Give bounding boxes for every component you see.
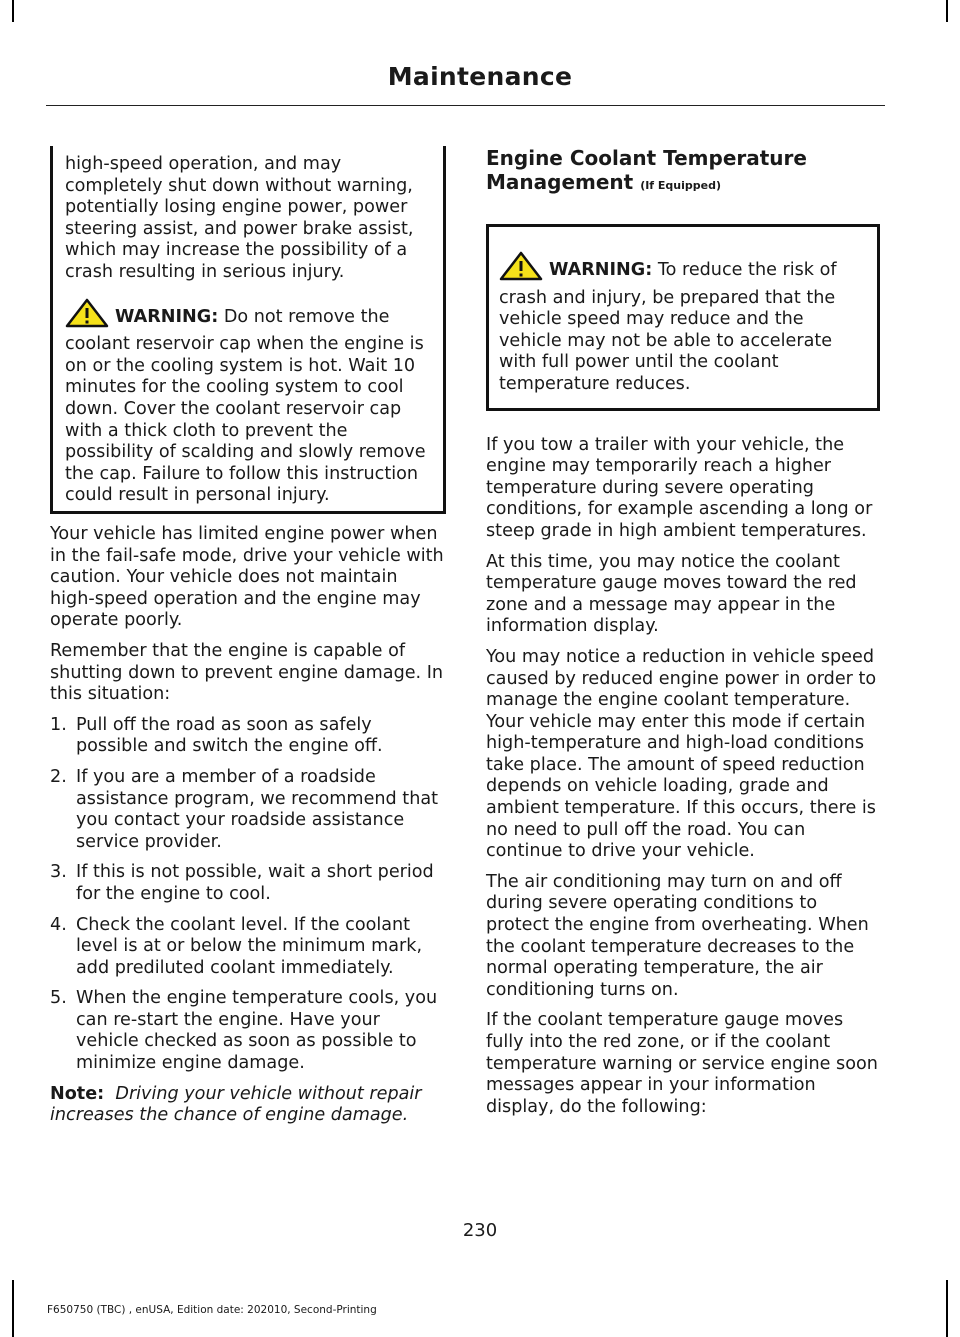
warning-label: WARNING: [549, 260, 653, 280]
warning-text [499, 251, 867, 396]
crop-mark-bottom-right [946, 1280, 948, 1337]
page-number: 230 [462, 1220, 498, 1241]
paragraph: If the coolant temperature gauge moves fully into the red zone, or if the coolant temperature warning or service engine soon messages appear in your information display, do the following: [486, 1010, 878, 1117]
step-text: When the engine temperature cools, you can re-start the engine. Have your vehicle checked as soon as possible to minimize engine damage. [76, 988, 438, 1074]
warning-triangle-icon [499, 251, 543, 288]
step-number: 2. [50, 766, 67, 787]
crop-mark-top-left [12, 0, 14, 22]
list-item [50, 715, 446, 758]
heading-line-2: Management [486, 170, 634, 194]
note [50, 1084, 446, 1127]
step-text: Check the coolant level. If the coolant level is at or below the minimum mark, add prediluted coolant immediately. [76, 914, 423, 978]
right-column [486, 146, 880, 1127]
step-number: 1. [50, 714, 67, 735]
page-header-title: Maintenance [387, 62, 573, 91]
paragraph: You may notice a reduction in vehicle speed caused by reduced engine power in order to manage the engine coolant temperature. Your vehicle may enter this mode if certain high-temperature and high-load conditions take place. The amount of speed reduction depends on vehicle loading, grade and ambient temperature. If this occurs, there is no need to pull off the road. You can continue to drive your vehicle. [486, 646, 877, 862]
paragraph: At this time, you may notice the coolant temperature gauge moves toward the red zone and a message may appear in the information display. [486, 551, 857, 637]
warning-triangle-icon [65, 298, 109, 335]
left-column [50, 146, 446, 1136]
step-text: If this is not possible, wait a short period for the engine to cool. [76, 862, 434, 904]
warning-2-body: Do not remove the coolant reservoir cap when the engine is on or the cooling system is hot. Wait 10 minutes for the cooling system to cool down. Cover the coolant reservoir cap with a thick cloth to prevent the possibility of scalding and slowly remove the cap. Failure to follow this instruction could result in personal injury. [65, 306, 426, 506]
note-text: Driving your vehicle without repair increases the chance of engine damage. [50, 1083, 422, 1126]
warning-box-continued [50, 146, 446, 514]
heading-qualifier: (If Equipped) [640, 179, 722, 192]
step-number: 3. [50, 862, 67, 883]
header-divider [46, 105, 885, 106]
step-number: 5. [50, 988, 67, 1009]
list-item [50, 767, 446, 853]
warning-2-text [65, 298, 433, 507]
list-item [50, 988, 446, 1074]
warning-body: To reduce the risk of crash and injury, be prepared that the vehicle speed may reduce and the vehicle may not be able to accelerate with full power until the coolant temperature reduces. [499, 260, 837, 394]
left-body [50, 524, 446, 1127]
paragraph: Your vehicle has limited engine power when in the fail-safe mode, drive your vehicle with caution. Your vehicle does not maintain high-speed operation and the engine may operate poorly. [50, 524, 444, 631]
list-item [50, 915, 446, 980]
section-heading [486, 146, 880, 198]
paragraph: Remember that the engine is capable of shutting down to prevent engine damage. In this situation: [50, 640, 444, 705]
footer-edition: F650750 (TBC) , enUSA, Edition date: 202010, Second-Printing [47, 1304, 377, 1316]
crop-mark-top-right [946, 0, 948, 22]
crop-mark-bottom-left [12, 1280, 14, 1337]
step-text: If you are a member of a roadside assistance program, we recommend that you contact your roadside assistance service provider. [76, 766, 439, 852]
heading-line-1: Engine Coolant Temperature [486, 146, 807, 170]
list-item [50, 862, 446, 905]
warning-box [486, 224, 880, 411]
paragraph: The air conditioning may turn on and off during severe operating conditions to protect the engine from overheating. When the coolant temperature decreases to the normal operating temperature, the air conditioning turns on. [486, 871, 869, 1000]
warning-continuation-text: high-speed operation, and may completely shut down without warning, potentially losing engine power, power steering assist, and power brake assist, which may increase the possibility of a crash resulting in serious injury. [65, 154, 414, 282]
note-label: Note: [50, 1083, 105, 1104]
step-text: Pull off the road as soon as safely possible and switch the engine off. [76, 714, 383, 757]
steps-list [50, 715, 446, 1075]
paragraph: If you tow a trailer with your vehicle, the engine may temporarily reach a higher temperature during severe operating conditions, for example ascending a long or steep grade in high ambient temperatures. [486, 434, 873, 541]
step-number: 4. [50, 914, 67, 935]
warning-2-label: WARNING: [115, 306, 219, 327]
